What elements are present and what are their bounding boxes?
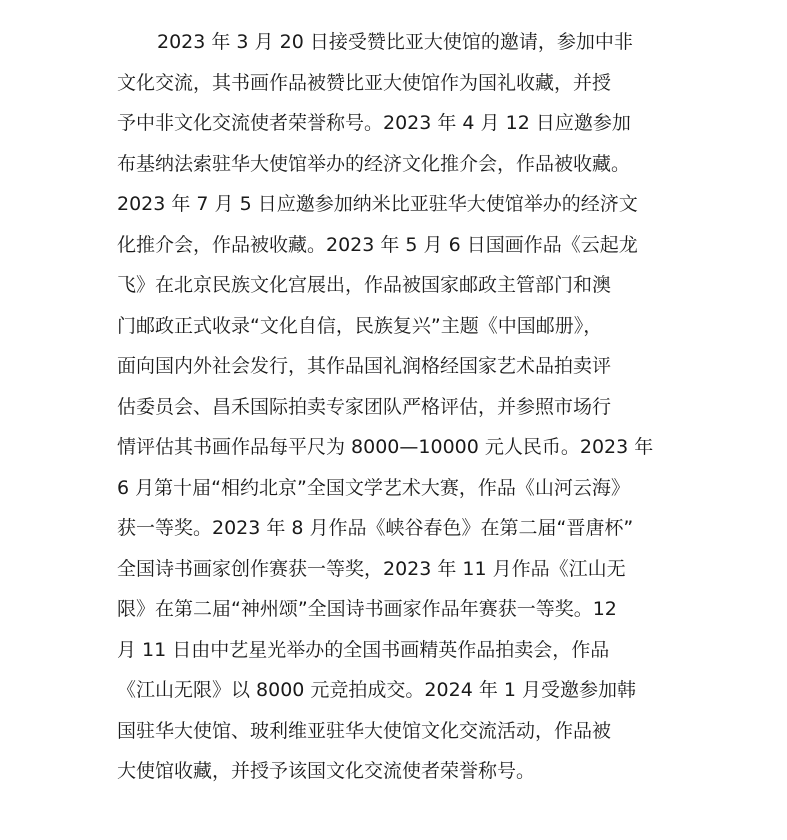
text-line-12: 6 月第十届“相约北京”全国文学艺术大赛，作品《山河云海》 bbox=[117, 476, 630, 499]
text-line-11: 情评估其书画作品每平尺为 8000—10000 元人民币。2023 年 bbox=[117, 436, 654, 458]
text-line-16: 月 11 日由中艺星光举办的全国书画精英作品拍卖会，作品 bbox=[117, 638, 610, 661]
text-line-3: 予中非文化交流使者荣誉称号。2023 年 4 月 12 日应邀参加 bbox=[117, 112, 631, 134]
text-line-17: 《江山无限》以 8000 元竞拍成交。2024 年 1 月受邀参加韩 bbox=[117, 679, 636, 701]
body-paragraph bbox=[117, 22, 717, 792]
text-line-14: 全国诗书画家创作赛获一等奖，2023 年 11 月作品《江山无 bbox=[117, 557, 626, 580]
text-line-8: 门邮政正式收录“文化自信，民族复兴”主题《中国邮册》， bbox=[117, 314, 603, 337]
text-line-10: 估委员会、昌禾国际拍卖专家团队严格评估，并参照市场行 bbox=[117, 395, 612, 418]
text-line-9: 面向国内外社会发行，其作品国礼润格经国家艺术品拍卖评 bbox=[117, 355, 612, 377]
text-line-13: 获一等奖。2023 年 8 月作品《峡谷春色》在第二届“晋唐杯” bbox=[117, 517, 634, 539]
text-line-19: 大使馆收藏，并授予该国文化交流使者荣誉称号。 bbox=[117, 760, 536, 782]
text-line-2: 文化交流，其书画作品被赞比亚大使馆作为国礼收藏，并授 bbox=[117, 71, 612, 94]
text-line-4: 布基纳法索驻华大使馆举办的经济文化推介会，作品被收藏。 bbox=[117, 152, 631, 175]
text-line-7: 飞》在北京民族文化宫展出，作品被国家邮政主管部门和澳 bbox=[117, 274, 612, 296]
text-line-6: 化推介会，作品被收藏。2023 年 5 月 6 日国画作品《云起龙 bbox=[117, 233, 638, 256]
text-line-1: 2023 年 3 月 20 日接受赞比亚大使馆的邀请，参加中非 bbox=[157, 31, 633, 53]
text-line-18: 国驻华大使馆、玻利维亚驻华大使馆文化交流活动，作品被 bbox=[117, 719, 612, 742]
text-line-15: 限》在第二届“神州颂”全国诗书画家作品年赛获一等奖。12 bbox=[117, 598, 617, 620]
text-line-5: 2023 年 7 月 5 日应邀参加纳米比亚驻华大使馆举办的经济文 bbox=[117, 193, 638, 215]
